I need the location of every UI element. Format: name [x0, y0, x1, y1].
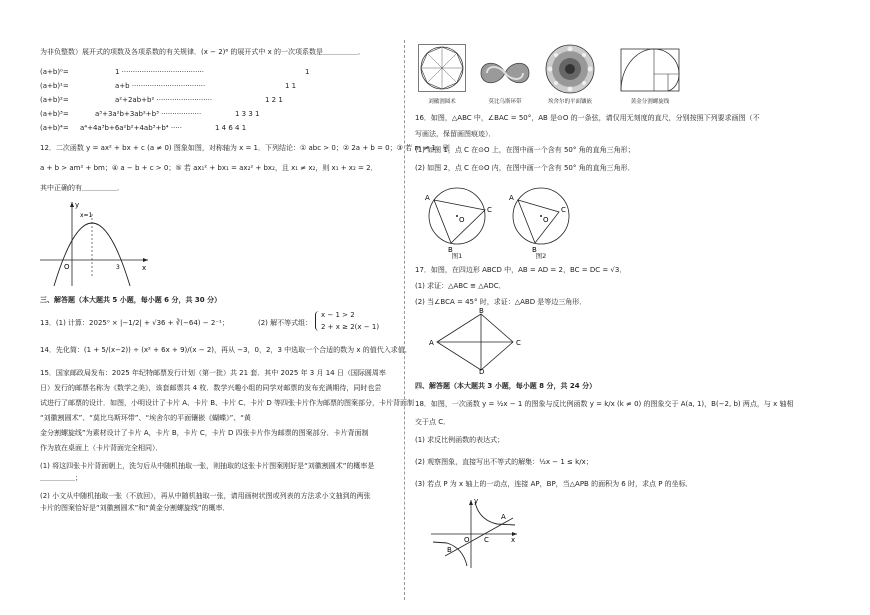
tri-coef-0: 1	[305, 68, 310, 76]
three-label: 3	[116, 264, 120, 271]
quad-b: B	[479, 308, 484, 315]
fig2-c: C	[561, 206, 566, 214]
tri-coef-3: 1 3 3 1	[235, 110, 260, 118]
fig2-caption: 图2	[535, 252, 547, 260]
hyp-x: x	[511, 536, 516, 544]
brace	[315, 311, 320, 331]
q15-sub1: (1) 将这四张卡片背面朝上，洗匀后从中随机抽取一张，则抽取的这张卡片图案刚好是“刘徽割圆术”的概率是	[40, 462, 375, 470]
q18-line5: (3) 若点 P 为 x 轴上的一动点，连接 AP，BP，当△APB 的面积为 6 时，求点 P 的坐标．	[415, 480, 693, 488]
card-c-image	[545, 44, 595, 94]
hyperbola-figure	[431, 494, 521, 570]
q15-line-3: “刘徽割圆术”、“莫比乌斯环带”、“埃舍尔的平面镶嵌《蝴蝶》”、“黄	[40, 414, 251, 422]
axis-of-symmetry-label: x=1	[80, 212, 93, 219]
quad-a: A	[429, 339, 434, 347]
q16-line-1: 写画法，保留画图痕迹）．	[415, 130, 496, 138]
card-a-image	[418, 44, 466, 92]
caption-card-b: 莫比乌斯环带	[488, 99, 522, 105]
q13-sys1: x − 1 > 2	[321, 311, 355, 319]
q15-line-1: 日）发行的邮票名称为《数学之美》，该套邮票共 4 枚．数学兴趣小组的同学对邮票的发布充满期待，同时也尝	[40, 384, 382, 392]
figure-2	[505, 182, 577, 256]
q15-sub2a: (2) 小文从中随机抽取一张（不放回），再从中随机抽取一张，请用画树状图或列表的方法求小文抽到的两张	[40, 492, 371, 500]
q15-line-5: 作为放在桌面上（卡片背面完全相同）．	[40, 444, 163, 452]
fig2-o: O	[543, 216, 549, 224]
fig1-a: A	[425, 194, 430, 202]
tri-lhs-0: (a+b)⁰=	[40, 68, 69, 76]
tri-rhs-3: a³+3a²b+3ab²+b³ ··················	[95, 110, 202, 118]
q17-line2: (1) 求证：△ABC ≌ △ADC．	[415, 282, 506, 290]
q18-line3: (1) 求反比例函数的表达式；	[415, 436, 505, 444]
fig1-c: C	[487, 206, 492, 214]
tri-lhs-3: (a+b)³=	[40, 110, 69, 118]
caption-card-d: 黄金分割螺旋线	[630, 99, 670, 105]
q18-line4: (2) 观察图象，直接写出不等式的解集：½x − 1 ≤ k/x；	[415, 458, 593, 466]
tri-rhs-2: a²+2ab+b² ·························	[115, 96, 213, 104]
hyp-y: y	[474, 497, 479, 505]
fig1-o: O	[459, 216, 465, 224]
fig1-b: B	[448, 246, 453, 254]
fig2-a: A	[509, 194, 514, 202]
card-b-image	[475, 56, 535, 90]
tri-lhs-4: (a+b)⁴=	[40, 124, 69, 132]
hyp-o: O	[464, 536, 470, 544]
hyp-c: C	[484, 536, 489, 544]
quadrilateral-figure	[429, 308, 525, 374]
q15-line-0: 15．国家邮政局发布：2025 年纪特邮票发行计划（第一批）共 21 套．其中 2025 年 3 月 14 日（国际圆周率	[40, 369, 386, 377]
q16-line-2: (1) 如图 1，点 C 在⊙O 上，在图中画一个含有 50° 角的直角三角形；	[415, 146, 635, 154]
q12-line1: 12．二次函数 y = ax² + bx + c (a ≠ 0) 图象如图，对称轴为 x = 1．下列结论：① abc > 0；② 2a + b = 0；③ 若 m ≠ 1，则	[40, 144, 450, 152]
hyp-b: B	[447, 546, 452, 554]
q15-sub1b: ＿＿＿＿＿；	[40, 474, 82, 482]
caption-card-a: 刘徽割圆术	[428, 99, 456, 105]
q12-line2: a + b > am² + bm；④ a − b + c > 0；⑤ 若 ax₁² + bx₁ = ax₂² + bx₂，且 x₁ ≠ x₂，则 x₁ + x₂ = 2．	[40, 164, 378, 172]
card-d-image	[620, 48, 680, 92]
q16-line-0: 16．如图，△ABC 中，∠BAC = 50°，AB 是⊙O 的一条弦，请仅用无刻度的直尺，分别按照下列要求画图（不	[415, 114, 760, 122]
parabola-x-label: x	[142, 264, 147, 272]
hyp-a: A	[501, 513, 506, 521]
q13-part2: (2) 解不等式组：	[258, 319, 313, 327]
quad-c: C	[516, 339, 521, 347]
caption-card-c: 埃舍尔的平面镶嵌	[547, 99, 592, 105]
q18-line2: 交于点 C．	[415, 418, 451, 426]
section-3-title: 三、解答题（本大题共 5 小题，每小题 6 分，共 30 分）	[40, 296, 222, 304]
q15-line-4: 金分割螺旋线”为素材设计了卡片 A，卡片 B，卡片 C，卡片 D 四张卡片作为邮票的图案部分．卡片背面制	[40, 429, 369, 437]
section-4-title: 四、解答题（本大题共 3 小题，每小题 8 分，共 24 分）	[415, 382, 597, 390]
q15-sub2b: 卡片的图案恰好是“刘徽割圆术”和“黄金分割螺旋线”的概率．	[40, 504, 230, 512]
q18-line1: 18．如图，一次函数 y = ½x − 1 的图象与反比例函数 y = k/x (k ≠ 0) 的图象交于 A(a, 1)，B(−2, b) 两点，与 x 轴相	[415, 400, 794, 408]
fig1-caption: 图1	[451, 252, 463, 260]
fig2-b: B	[532, 246, 537, 254]
q16-line-3: (2) 如图 2，点 C 在⊙O 内，在图中画一个含有 50° 角的直角三角形．	[415, 164, 635, 172]
intro-line: 为非负整数）展开式的项数及各项系数的有关规律．(x − 2)⁶ 的展开式中 x 的一次项系数是＿＿＿＿＿．	[40, 48, 365, 56]
tri-lhs-1: (a+b)¹=	[40, 82, 69, 90]
parabola-figure	[40, 198, 150, 288]
figure-1	[421, 182, 493, 256]
tri-rhs-1: a+b ·································	[115, 82, 206, 90]
q12-line3: 其中正确的有＿＿＿＿＿．	[40, 184, 124, 192]
parabola-origin-label: O	[64, 263, 70, 271]
column-divider	[404, 40, 405, 600]
quad-d: D	[479, 368, 485, 374]
tri-coef-2: 1 2 1	[265, 96, 283, 104]
q13-part1: 13．(1) 计算：2025⁰ × |−1/2| + √36 + ∛(−64) − 2⁻¹；	[40, 319, 229, 327]
tri-coef-4: 1 4 6 4 1	[215, 124, 247, 132]
q14: 14．先化简：(1 + 5/(x−2)) ÷ (x² + 6x + 9)/(x − 2)，再从 −3，0，2，3 中选取一个合适的数为 x 的值代入求值．	[40, 346, 412, 354]
q13-sys2: 2 + x ≥ 2(x − 1)	[321, 323, 380, 331]
tri-lhs-2: (a+b)²=	[40, 96, 69, 104]
tri-rhs-0: 1 ·····································	[115, 68, 205, 76]
parabola-y-label: y	[75, 201, 80, 209]
tri-rhs-4: a⁴+4a³b+6a²b²+4ab³+b⁴ ·····	[80, 124, 182, 132]
q17-line3: (2) 当∠BCA = 45° 时，求证：△ABD 是等边三角形．	[415, 298, 587, 306]
q15-line-2: 试进行了邮票的设计．如图，小明设计了卡片 A、卡片 B、卡片 C、卡片 D 等四张卡片作为邮票的图案部分，卡片背面制	[40, 399, 414, 407]
q17-line1: 17．如图，在四边形 ABCD 中，AB = AD = 2，BC = DC = √3．	[415, 266, 627, 274]
tri-coef-1: 1 1	[285, 82, 297, 90]
